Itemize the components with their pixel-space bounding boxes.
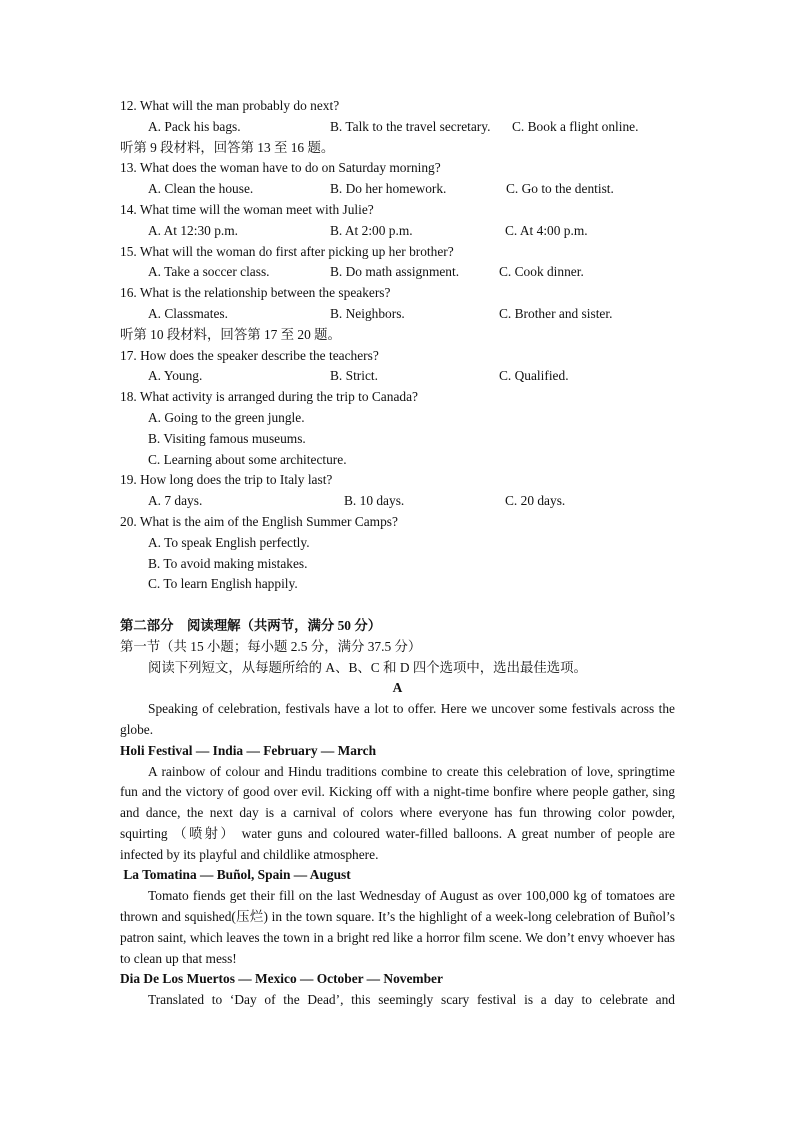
passage-label: A	[392, 680, 403, 696]
option: B. Neighbors.	[330, 305, 405, 321]
option: B. To avoid making mistakes.	[148, 555, 308, 571]
option: C. Book a flight online.	[512, 118, 639, 134]
option: A. Take a soccer class.	[148, 264, 270, 280]
option: A. Young.	[148, 368, 203, 384]
question-17: 17. How does the speaker describe the teachers?	[120, 347, 379, 363]
listening-instruction: 听第 9 段材料，回答第 13 至 16 题。	[120, 139, 335, 155]
question-12: 12. What will the man probably do next?	[120, 98, 340, 113]
question-18: 18. What activity is arranged during the trip to Canada?	[120, 389, 418, 405]
option: C. Brother and sister.	[499, 305, 613, 321]
option: C. Go to the dentist.	[506, 181, 614, 197]
reading-instruction: 阅读下列短文，从每题所给的 A、B、C 和 D 四个选项中，选出最佳选项。	[148, 659, 587, 675]
question-20: 20. What is the aim of the English Summer Camps?	[120, 513, 398, 529]
option: A. Pack his bags.	[148, 118, 241, 134]
option: C. At 4:00 p.m.	[505, 222, 588, 238]
option: A. 7 days.	[148, 493, 203, 509]
festival-heading: Dia De Los Muertos — Mexico — October — November	[120, 971, 443, 987]
option: B. At 2:00 p.m.	[330, 222, 413, 238]
option: C. Cook dinner.	[499, 264, 584, 280]
festival-heading: La Tomatina — Buñol, Spain — August	[120, 867, 351, 883]
question-13: 13. What does the woman have to do on Saturday morning?	[120, 160, 441, 176]
option: B. 10 days.	[344, 493, 405, 509]
festival-body: A rainbow of colour and Hindu traditions combine to create this celebration of love, springtime fun and the victory of good over evil. Kicking off with a night-time bonfire where people gather, sing and dance, the next day is a carnival of colors where everyone has fun throwing color powder, squirting （喷射） water guns and coloured water-filled balloons. A great number of people are infected by its playful and childlike atmosphere.	[120, 763, 675, 862]
options-16	[120, 304, 675, 325]
option: C. Learning about some architecture.	[148, 451, 347, 467]
option: B. Talk to the travel secretary.	[330, 118, 491, 134]
question-15: 15. What will the woman do first after picking up her brother?	[120, 243, 454, 259]
option: B. Do her homework.	[330, 181, 447, 197]
option: C. Qualified.	[499, 368, 569, 384]
option: A. To speak English perfectly.	[148, 534, 310, 550]
option: C. To learn English happily.	[148, 576, 298, 592]
festival-body: Translated to ‘Day of the Dead’, this seemingly scary festival is a day to celebrate and	[148, 992, 675, 1008]
question-14: 14. What time will the woman meet with Julie?	[120, 201, 374, 217]
exam-page	[120, 96, 675, 1011]
option: B. Visiting famous museums.	[148, 430, 306, 446]
options-13	[120, 179, 675, 200]
spacer	[120, 595, 675, 616]
question-16: 16. What is the relationship between the speakers?	[120, 285, 391, 301]
section-title: 第一节（共 15 小题；每小题 2.5 分，满分 37.5 分）	[120, 638, 422, 654]
option: A. Classmates.	[148, 305, 228, 321]
option: B. Do math assignment.	[330, 264, 460, 280]
options-14	[120, 221, 675, 242]
options-17	[120, 366, 675, 387]
options-15	[120, 262, 675, 283]
option: A. Going to the green jungle.	[148, 409, 305, 425]
option: C. 20 days.	[505, 493, 566, 509]
option: A. Clean the house.	[148, 181, 254, 197]
options-12	[120, 117, 675, 138]
options-19	[120, 491, 675, 512]
option: B. Strict.	[330, 368, 378, 384]
option: A. At 12:30 p.m.	[148, 222, 239, 238]
festival-heading: Holi Festival — India — February — March	[120, 742, 377, 758]
festival-body: Tomato fiends get their fill on the last Wednesday of August as over 100,000 kg of tomatoes are thrown and squished(压烂) in the town square. It’s the highlight of a week-long celebration of Buñol’s patron saint, which leaves the town in a bright red like a horror film scene. We don’t envy whoever has to clean up that mess!	[120, 888, 675, 966]
passage-intro: Speaking of celebration, festivals have a lot to offer. Here we uncover some festivals across the globe.	[120, 701, 675, 737]
listening-instruction: 听第 10 段材料，回答第 17 至 20 题。	[120, 326, 341, 342]
part-title: 第二部分 阅读理解（共两节，满分 50 分）	[120, 617, 382, 633]
question-19: 19. How long does the trip to Italy last?	[120, 472, 333, 488]
